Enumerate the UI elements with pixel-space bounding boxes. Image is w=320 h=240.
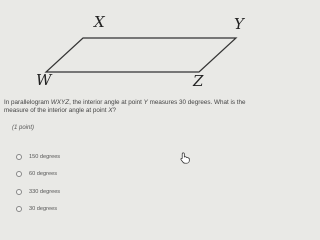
answer-option-label: 150 degrees (29, 153, 61, 160)
points-label: (1 point) (12, 125, 35, 131)
radio-button-icon[interactable] (16, 189, 22, 195)
answer-option-label: 330 degrees (29, 188, 61, 195)
vertex-label-z: Z (193, 72, 204, 90)
answer-option-330[interactable] (16, 187, 60, 196)
parallelogram-figure (0, 0, 266, 96)
answer-option-label: 30 degrees (29, 206, 57, 212)
answer-option-60[interactable] (16, 170, 60, 179)
radio-button-icon[interactable] (16, 154, 22, 160)
answer-option-label: 60 degrees (29, 171, 57, 177)
vertex-label-x: X (94, 13, 105, 31)
answer-option-30[interactable] (16, 205, 60, 214)
answer-options (16, 152, 60, 222)
hand-pointer-icon (180, 152, 190, 164)
answer-option-150[interactable] (16, 152, 60, 161)
question-text: In parallelogram WXYZ, the interior angle at point Y measures 30 degrees. What is the measure of the interior angle at point X? (4, 99, 246, 115)
radio-button-icon[interactable] (16, 206, 22, 212)
radio-button-icon[interactable] (16, 171, 22, 177)
vertex-label-y: Y (234, 15, 244, 33)
vertex-label-w: W (36, 71, 52, 89)
